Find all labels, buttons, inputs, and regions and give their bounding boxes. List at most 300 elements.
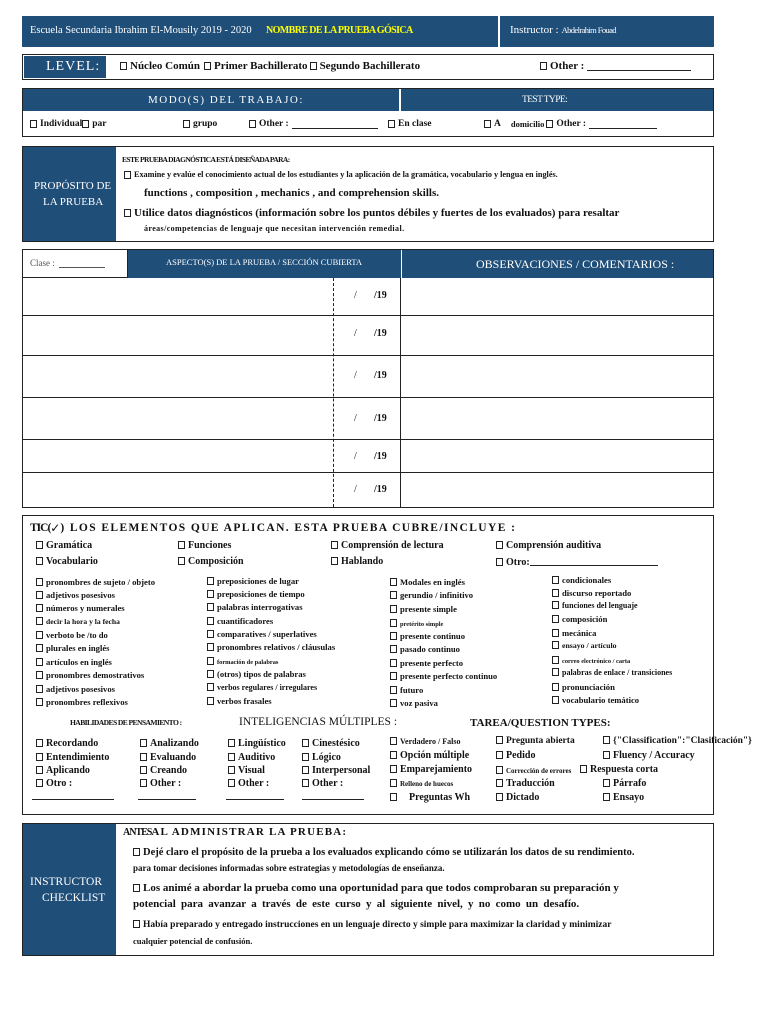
thinking-other-line[interactable] <box>138 799 196 800</box>
school-name: Escuela Secundaria Ibrahim El-Mousily 2019 - 2020 <box>30 25 252 36</box>
item-label: (otros) tipos de palabras <box>217 669 306 679</box>
score-total: /19 <box>374 484 387 495</box>
checkbox[interactable] <box>496 779 503 787</box>
checkbox[interactable] <box>178 557 185 565</box>
checkbox[interactable] <box>178 541 185 549</box>
aspect-row <box>23 356 713 398</box>
thinking-item <box>36 765 90 776</box>
mode-option-par: par <box>92 119 107 129</box>
item-label: Opción múltiple <box>400 750 470 761</box>
checklist-item-2 <box>133 882 619 894</box>
checkbox[interactable] <box>552 615 559 623</box>
task-item <box>390 750 469 761</box>
checkbox[interactable] <box>390 578 397 586</box>
main-item-funciones <box>178 540 231 551</box>
checkbox[interactable] <box>133 884 140 892</box>
checkbox[interactable] <box>603 751 610 759</box>
checkbox[interactable] <box>390 699 397 707</box>
mi-item <box>302 752 341 763</box>
grammar-item <box>390 698 438 708</box>
item-label: Creando <box>150 765 188 776</box>
checkbox[interactable] <box>207 643 214 651</box>
item-label: Comprensión de lectura <box>341 540 444 551</box>
task-item <box>390 792 470 803</box>
checkbox[interactable] <box>390 793 397 801</box>
checkbox[interactable] <box>207 657 214 665</box>
thinking-item <box>140 738 199 749</box>
type-other-line[interactable] <box>589 119 657 129</box>
header-divider-2 <box>401 250 402 278</box>
checkbox[interactable] <box>302 766 309 774</box>
item-label: verbos regulares / irregulares <box>217 683 318 692</box>
checkbox[interactable] <box>496 558 503 566</box>
checklist-label-1: INSTRUCTOR <box>30 876 102 888</box>
item-label: Vocabulario <box>46 556 98 567</box>
checkbox[interactable] <box>36 557 43 565</box>
score-slash[interactable]: / <box>354 328 357 339</box>
task-item <box>603 736 752 746</box>
checkbox[interactable] <box>36 739 43 747</box>
checkbox[interactable] <box>603 793 610 801</box>
grammar-item <box>552 614 607 624</box>
check-icon: ✓ <box>50 521 61 535</box>
item-label: Dictado <box>506 792 540 803</box>
purpose-item-2 <box>124 207 619 219</box>
item-label: Comprensión auditiva <box>506 540 602 551</box>
obs-header: OBSERVACIONES / COMENTARIOS : <box>476 257 675 271</box>
purpose-item-1-line2: functions , composition , mechanics , and comprehension skills. <box>144 187 440 199</box>
checkbox[interactable] <box>552 656 559 664</box>
purpose-item-1-text: Examine y evalúe el conocimiento actual de los estudiantes y la aplicación de la gramática, vocabulario y lengua en inglés. <box>134 170 558 179</box>
task-item <box>390 764 472 775</box>
item-label: Entendimiento <box>46 752 110 763</box>
grammar-item <box>36 684 115 694</box>
checkbox[interactable] <box>552 576 559 584</box>
checkbox[interactable] <box>496 766 503 774</box>
mode-checkbox-2[interactable] <box>82 120 89 128</box>
mode-group <box>183 119 217 129</box>
grammar-item <box>207 616 273 626</box>
item-label: Auditivo <box>238 752 276 763</box>
score-slash[interactable]: / <box>354 413 357 424</box>
item-label: Other : <box>312 778 344 789</box>
grammar-item <box>207 589 305 599</box>
item-label: Gramática <box>46 540 93 551</box>
checkbox[interactable] <box>36 766 43 774</box>
class-field <box>30 258 105 268</box>
mode-divider <box>399 89 401 111</box>
mi-item <box>302 738 360 749</box>
checkbox[interactable] <box>36 591 43 599</box>
checkbox[interactable] <box>36 779 43 787</box>
type-option-domicilio: domicilio <box>510 119 545 129</box>
item-label: formación de palabras <box>217 659 279 666</box>
item-label: gerundio / infinitivo <box>400 590 474 600</box>
checkbox[interactable] <box>36 578 43 586</box>
checkbox[interactable] <box>552 601 559 609</box>
task-item <box>496 792 539 803</box>
checkbox[interactable] <box>390 605 397 613</box>
instructor-label: Instructor : <box>510 24 559 36</box>
mi-item <box>302 778 343 789</box>
level-checkbox-3[interactable] <box>310 62 317 70</box>
thinking-item <box>36 752 109 763</box>
multiple-intelligences-title: INTELIGENCIAS MÚLTIPLES : <box>239 716 398 728</box>
item-label: Emparejamiento <box>400 764 473 775</box>
checkbox[interactable] <box>207 670 214 678</box>
level-options <box>120 60 420 72</box>
purpose-checkbox-2[interactable] <box>124 209 131 217</box>
item-label: Párrafo <box>613 778 647 789</box>
grammar-item <box>207 683 317 692</box>
mode-other <box>249 119 378 129</box>
item-label: presente perfecto <box>400 658 464 668</box>
type-checkbox-3[interactable] <box>546 120 553 128</box>
checkbox[interactable] <box>36 753 43 761</box>
grammar-item <box>36 697 128 707</box>
level-option-1: Núcleo Común <box>130 60 200 72</box>
item-label: Lingüístico <box>238 738 286 749</box>
grammar-item <box>207 657 278 666</box>
task-item <box>496 736 575 746</box>
item-label: futuro <box>400 685 424 695</box>
test-name: NOMBRE DE LA PRUEBA GÓSICA <box>266 25 413 36</box>
task-item <box>603 778 646 789</box>
checkbox[interactable] <box>207 590 214 598</box>
checkbox[interactable] <box>302 739 309 747</box>
instructor-field <box>510 24 616 36</box>
aspect-row <box>23 473 713 507</box>
checkbox[interactable] <box>390 632 397 640</box>
item-label: correo electrónico / carta <box>562 658 631 665</box>
score-slash[interactable]: / <box>354 451 357 462</box>
purpose-checkbox-1[interactable] <box>124 171 131 179</box>
item-label: Aplicando <box>46 765 90 776</box>
mode-checkbox-3[interactable] <box>183 120 190 128</box>
item-label: Composición <box>188 556 244 567</box>
checkbox[interactable] <box>36 541 43 549</box>
grammar-item <box>552 641 617 650</box>
checkbox[interactable] <box>36 671 43 679</box>
elements-title <box>30 521 516 535</box>
mi-item <box>302 765 370 776</box>
checkbox[interactable] <box>496 541 503 549</box>
item-label: Dejé claro el propósito de la prueba a los evaluados explicando cómo se utilizarán los datos de su rendimiento. <box>143 847 635 858</box>
checklist-label-cell <box>23 824 116 955</box>
item-label: Cinestésico <box>312 738 360 749</box>
main-item-hablando <box>331 556 383 567</box>
grammar-item <box>390 604 457 614</box>
checkbox[interactable] <box>390 591 397 599</box>
checkbox[interactable] <box>36 604 43 612</box>
grammar-item <box>552 628 596 638</box>
grammar-item <box>36 617 120 626</box>
item-label: Otro: <box>506 557 530 568</box>
mode-option-individual: Individual <box>40 119 83 129</box>
item-label: Analizando <box>150 738 199 749</box>
grammar-item <box>36 577 155 587</box>
score-total: /19 <box>374 328 387 339</box>
mode-header-bar <box>23 89 713 111</box>
checklist-item-2-line2: potencial para avanzar a través de este curso y al siguiente nivel, y no como un desafío. <box>133 898 580 910</box>
grammar-item <box>390 685 423 695</box>
level-other-label: Other : <box>550 60 585 72</box>
checkbox[interactable] <box>331 557 338 565</box>
item-label: Evaluando <box>150 752 197 763</box>
grammar-item <box>207 629 317 639</box>
checkbox[interactable] <box>390 659 397 667</box>
checkbox[interactable] <box>390 779 397 787</box>
item-label: palabras interrogativas <box>217 602 303 612</box>
checkbox[interactable] <box>302 779 309 787</box>
checkbox[interactable] <box>36 698 43 706</box>
thinking-item <box>36 738 98 749</box>
thinking-item <box>140 778 181 789</box>
item-label: artículos en inglés <box>46 657 112 667</box>
item-label: Recordando <box>46 738 99 749</box>
purpose-label-2: LA PRUEBA <box>43 196 104 208</box>
instructor-name: Abdelrahim Fouad <box>561 25 616 35</box>
checkbox[interactable] <box>36 658 43 666</box>
grammar-item <box>207 602 303 612</box>
checkbox[interactable] <box>390 619 397 627</box>
aspect-row <box>23 278 713 316</box>
checkbox[interactable] <box>133 920 140 928</box>
purpose-label-cell <box>23 147 116 241</box>
task-item <box>390 779 453 788</box>
purpose-item-1 <box>124 170 558 179</box>
mode-options-row <box>30 119 107 129</box>
checkbox[interactable] <box>390 751 397 759</box>
mode-option-other: Other : <box>259 119 289 129</box>
checkbox[interactable] <box>140 753 147 761</box>
item-label: ensayo / artículo <box>562 641 617 650</box>
checkbox[interactable] <box>331 541 338 549</box>
grammar-item <box>207 669 306 679</box>
item-label: pronombres de sujeto / objeto <box>46 577 156 587</box>
checkbox[interactable] <box>36 685 43 693</box>
checkbox[interactable] <box>390 672 397 680</box>
checklist-item-3-line2: cualquier potencial de confusión. <box>133 936 253 946</box>
mode-checkbox-4[interactable] <box>249 120 256 128</box>
item-label: Funciones <box>188 540 232 551</box>
otro-line[interactable] <box>530 556 658 566</box>
aspect-row <box>23 440 713 473</box>
item-label: Other : <box>238 778 270 789</box>
class-label: Clase : <box>30 258 55 268</box>
level-checkbox-2[interactable] <box>204 62 211 70</box>
mode-option-grupo: grupo <box>193 119 218 129</box>
checkbox[interactable] <box>552 629 559 637</box>
aspect-header: ASPECTO(S) DE LA PRUEBA / SECCIÓN CUBIERTA <box>166 257 363 267</box>
header-divider <box>498 16 500 47</box>
item-label: funciones del lenguaje <box>562 601 638 610</box>
purpose-item-2-line2: áreas/competencias de lenguaje que necesitan intervención remedial. <box>144 224 405 233</box>
item-label: Interpersonal <box>312 765 371 776</box>
checkbox[interactable] <box>140 739 147 747</box>
item-label: pretérito simple <box>400 621 444 628</box>
task-item <box>603 792 644 803</box>
thinking-item <box>140 765 187 776</box>
item-label: adjetivos posesivos <box>46 590 115 600</box>
checkbox[interactable] <box>580 765 587 773</box>
grammar-item <box>207 642 335 652</box>
item-label: Corrección de errores <box>506 767 572 775</box>
mi-item <box>228 738 286 749</box>
checkbox[interactable] <box>207 697 214 705</box>
thinking-skills-title: HABILIDADES DE PENSAMIENTO : <box>70 718 182 727</box>
level-option-3: Segundo Bachillerato <box>319 60 421 72</box>
grammar-item <box>36 630 108 640</box>
item-label: comparatives / superlatives <box>217 629 317 639</box>
item-label: presente perfecto continuo <box>400 671 498 681</box>
item-label: cuantificadores <box>217 616 274 626</box>
item-label: pronombres relativos / cláusulas <box>217 642 336 652</box>
score-total: /19 <box>374 413 387 424</box>
mi-item <box>228 765 265 776</box>
checkbox[interactable] <box>302 753 309 761</box>
checkbox[interactable] <box>496 793 503 801</box>
checkbox[interactable] <box>207 630 214 638</box>
checkbox[interactable] <box>140 766 147 774</box>
item-label: Preguntas Wh <box>409 792 471 803</box>
grammar-item <box>390 619 443 628</box>
grammar-item <box>207 576 299 586</box>
type-checkbox-1[interactable] <box>388 120 395 128</box>
item-label: Pedido <box>506 750 536 761</box>
checkbox[interactable] <box>390 645 397 653</box>
item-label: presente simple <box>400 604 457 614</box>
main-item-otro <box>496 556 658 568</box>
checkbox[interactable] <box>552 641 559 649</box>
item-label: palabras de enlace / transiciones <box>562 668 673 677</box>
item-label: preposiciones de tiempo <box>217 589 305 599</box>
type-option-other: Other : <box>556 119 587 129</box>
score-total: /19 <box>374 451 387 462</box>
item-label: Lógico <box>312 752 341 763</box>
level-other-checkbox[interactable] <box>540 62 547 70</box>
grammar-item <box>552 575 611 585</box>
checkbox[interactable] <box>496 751 503 759</box>
item-label: decir la hora y la fecha <box>46 617 120 626</box>
level-other <box>540 60 691 72</box>
checkbox[interactable] <box>207 577 214 585</box>
checklist-title <box>123 826 347 838</box>
checkbox[interactable] <box>390 737 397 745</box>
main-item-vocabulario <box>36 556 98 567</box>
task-item <box>496 750 535 761</box>
grammar-item <box>552 601 638 610</box>
grammar-item <box>207 696 272 706</box>
item-label: plurales en inglés <box>46 643 110 653</box>
main-item-composicion <box>178 556 244 567</box>
item-label: pronunciación <box>562 682 615 692</box>
item-label: Other : <box>150 778 182 789</box>
task-item <box>496 766 571 775</box>
item-label: mecánica <box>562 628 597 638</box>
checkbox[interactable] <box>207 603 214 611</box>
checkbox[interactable] <box>496 736 503 744</box>
grammar-item <box>36 643 110 653</box>
checklist-item-1-line2: para tomar decisiones informadas sobre estrategias y metodologías de enseñanza. <box>133 863 445 873</box>
level-checkbox-1[interactable] <box>120 62 127 70</box>
type-checkbox-2[interactable] <box>484 120 491 128</box>
aspect-row <box>23 316 713 356</box>
item-label: composición <box>562 614 608 624</box>
elements-title-lead: TIC( <box>30 522 51 534</box>
mi-other-line[interactable] <box>302 799 364 800</box>
task-item <box>603 750 695 761</box>
checkbox[interactable] <box>228 779 235 787</box>
checkbox[interactable] <box>36 644 43 652</box>
item-label: discurso reportado <box>562 588 632 598</box>
checkbox[interactable] <box>603 736 610 744</box>
checkbox[interactable] <box>133 848 140 856</box>
item-label: Ensayo <box>613 792 645 803</box>
checkbox[interactable] <box>390 765 397 773</box>
checkbox[interactable] <box>207 683 214 691</box>
checkbox[interactable] <box>390 686 397 694</box>
item-label: pronombres demostrativos <box>46 670 145 680</box>
checkbox[interactable] <box>36 617 43 625</box>
grammar-item <box>552 695 639 705</box>
score-total: /19 <box>374 290 387 301</box>
item-label: Otro : <box>46 778 73 789</box>
level-option-2: Primer Bachillerato <box>213 60 308 72</box>
score-slash[interactable]: / <box>354 484 357 495</box>
checkbox[interactable] <box>36 631 43 639</box>
score-slash[interactable]: / <box>354 370 357 381</box>
score-slash[interactable]: / <box>354 290 357 301</box>
checkbox[interactable] <box>552 683 559 691</box>
checklist-label-2: CHECKLIST <box>42 892 106 904</box>
checkbox[interactable] <box>228 739 235 747</box>
mode-other-line[interactable] <box>292 119 378 129</box>
checkbox[interactable] <box>603 779 610 787</box>
item-label: verboto be /to do <box>46 630 108 640</box>
mode-checkbox-1[interactable] <box>30 120 37 128</box>
item-label: Había preparado y entregado instrucciones en un lenguaje directo y simple para maximizar la claridad y minimizar <box>143 920 612 930</box>
checkbox[interactable] <box>140 779 147 787</box>
grammar-item <box>390 644 460 654</box>
checklist-title-lead: ANTES <box>123 826 152 838</box>
checkbox[interactable] <box>552 696 559 704</box>
checkbox[interactable] <box>228 753 235 761</box>
type-option-a: A <box>494 119 501 129</box>
item-label: Modales en inglés <box>400 577 465 587</box>
item-label: voz pasiva <box>400 698 438 708</box>
main-item-comprension-auditiva <box>496 540 601 551</box>
class-line[interactable] <box>59 258 105 268</box>
checkbox[interactable] <box>228 766 235 774</box>
item-label: vocabulario temático <box>562 695 640 705</box>
item-label: Pregunta abierta <box>506 736 575 746</box>
item-label: adjetivos posesivos <box>46 684 115 694</box>
grammar-item <box>390 577 465 587</box>
checkbox[interactable] <box>552 668 559 676</box>
mi-other-line[interactable] <box>226 799 284 800</box>
task-item <box>390 737 460 746</box>
aspect-row <box>23 398 713 440</box>
level-other-line[interactable] <box>587 61 691 71</box>
checkbox[interactable] <box>552 589 559 597</box>
thinking-other-line[interactable] <box>32 799 114 800</box>
grammar-item <box>552 668 672 677</box>
task-item <box>580 764 658 775</box>
item-label: Visual <box>238 765 265 776</box>
checkbox[interactable] <box>207 617 214 625</box>
type-domicilio <box>484 119 657 129</box>
